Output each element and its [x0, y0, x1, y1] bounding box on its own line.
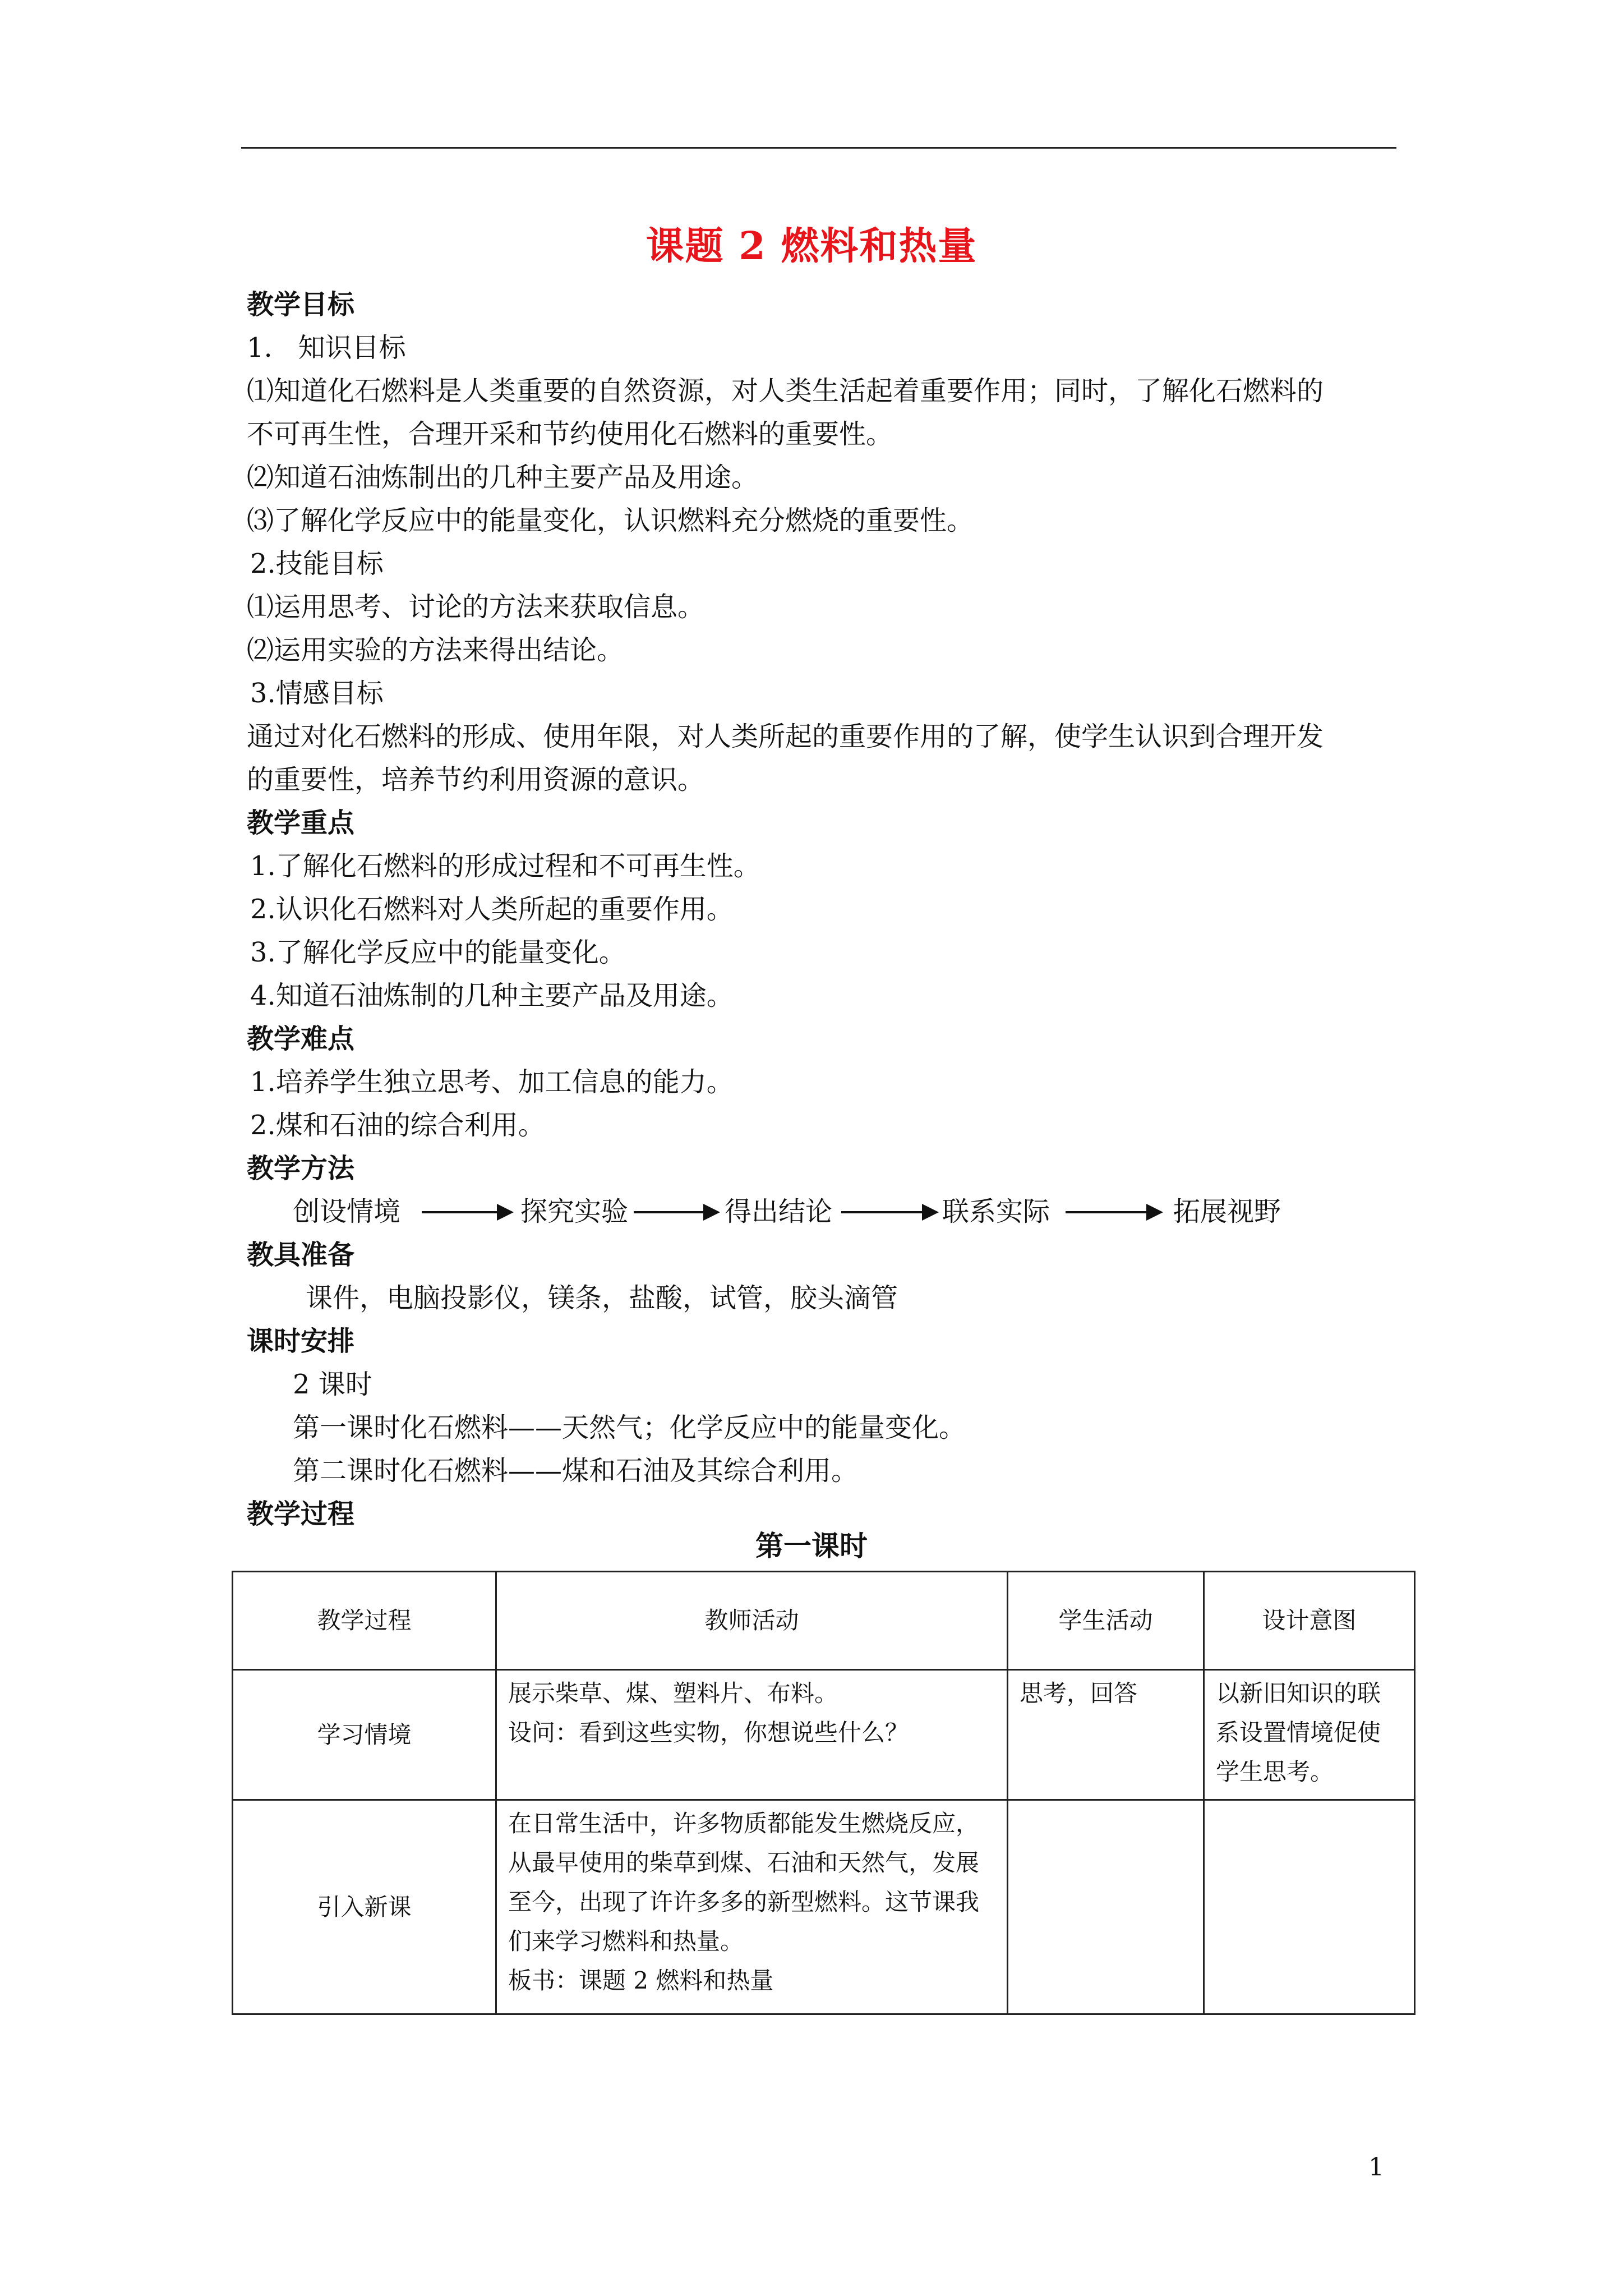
- process-heading: 教学过程: [247, 1498, 355, 1530]
- method-step: 得出结论: [725, 1196, 833, 1227]
- document-title: 课题 2 燃料和热量: [645, 224, 978, 269]
- design-intent-cell: [1204, 1800, 1415, 2014]
- difficulty-item: 2.煤和石油的综合利用。: [250, 1110, 545, 1141]
- method-step: 创设情境: [293, 1196, 401, 1227]
- teacher-activity-line: 设问：看到这些实物，你想说些什么？: [508, 1719, 909, 1746]
- skill-item: ⑵运用实验的方法来得出结论。: [247, 634, 624, 666]
- objectives-heading: 教学目标: [247, 289, 355, 320]
- method-heading: 教学方法: [247, 1153, 355, 1184]
- key-point-item: 2.认识化石燃料对人类所起的重要作用。: [250, 894, 734, 925]
- emotion-item: 的重要性，培养节约利用资源的意识。: [247, 764, 705, 795]
- arrow-right-icon: [1066, 1211, 1161, 1213]
- knowledge-heading: 1. 知识目标: [247, 332, 406, 364]
- knowledge-item: ⑵知道石油炼制出的几种主要产品及用途。: [247, 462, 759, 493]
- table-header: 学生活动: [1008, 1572, 1204, 1670]
- arrow-right-icon: [841, 1211, 937, 1213]
- stage-cell: 引入新课: [233, 1800, 496, 2014]
- knowledge-item: ⑶了解化学反应中的能量变化，认识燃料充分燃烧的重要性。: [247, 505, 974, 536]
- tools-heading: 教具准备: [247, 1239, 355, 1271]
- knowledge-item: ⑴知道化石燃料是人类重要的自然资源，对人类生活起着重要作用；同时，了解化石燃料的: [247, 375, 1324, 407]
- schedule-item: 2 课时: [293, 1369, 372, 1400]
- schedule-item: 第二课时化石燃料——煤和石油及其综合利用。: [293, 1455, 859, 1487]
- knowledge-item: 不可再生性，合理开采和节约使用化石燃料的重要性。: [247, 418, 893, 450]
- teacher-activity-line: 板书：课题 2 燃料和热量: [508, 1967, 774, 1994]
- tools-text: 课件，电脑投影仪，镁条，盐酸，试管，胶头滴管: [306, 1282, 898, 1314]
- method-step: 探究实验: [520, 1196, 629, 1227]
- key-point-item: 4.知道石油炼制的几种主要产品及用途。: [250, 980, 734, 1011]
- lesson-title: 第一课时: [755, 1529, 868, 1562]
- student-activity-cell: [1008, 1800, 1204, 2014]
- emotion-heading: 3.情感目标: [250, 678, 384, 709]
- difficulty-item: 1.培养学生独立思考、加工信息的能力。: [250, 1066, 734, 1098]
- teacher-activity-cell: [496, 1670, 1008, 1800]
- design-intent-cell: 以新旧知识的联系设置情境促使学生思考。: [1204, 1670, 1415, 1800]
- schedule-item: 第一课时化石燃料——天然气；化学反应中的能量变化。: [293, 1412, 966, 1443]
- student-activity-cell: 思考，回答: [1008, 1670, 1204, 1800]
- emotion-item: 通过对化石燃料的形成、使用年限，对人类所起的重要作用的了解，使学生认识到合理开发: [247, 721, 1324, 752]
- teacher-activity-line: 展示柴草、煤、塑料片、布料。: [508, 1680, 838, 1707]
- table-header-row: [233, 1572, 1415, 1670]
- process-table: [232, 1571, 1415, 2015]
- arrow-right-icon: [634, 1211, 718, 1213]
- key-point-item: 3.了解化学反应中的能量变化。: [250, 937, 626, 968]
- stage-cell: 学习情境: [233, 1670, 496, 1800]
- teacher-activity-cell: [496, 1800, 1008, 2014]
- page-number: 1: [1368, 2153, 1384, 2182]
- skill-item: ⑴运用思考、讨论的方法来获取信息。: [247, 591, 705, 623]
- method-flow: [247, 1190, 1402, 1234]
- arrow-right-icon: [422, 1211, 511, 1213]
- skill-heading: 2.技能目标: [250, 548, 384, 579]
- schedule-heading: 课时安排: [247, 1326, 355, 1357]
- document-body: [247, 283, 1402, 1536]
- table-header: 教师活动: [496, 1572, 1008, 1670]
- header-rule: [241, 147, 1396, 149]
- table-row: [233, 1800, 1415, 2014]
- method-step: 拓展视野: [1173, 1196, 1281, 1227]
- table-header: 教学过程: [233, 1572, 496, 1670]
- difficulties-heading: 教学难点: [247, 1023, 355, 1055]
- method-step: 联系实际: [942, 1196, 1050, 1227]
- key-points-heading: 教学重点: [247, 807, 355, 839]
- key-point-item: 1.了解化石燃料的形成过程和不可再生性。: [250, 850, 760, 882]
- table-header: 设计意图: [1204, 1572, 1415, 1670]
- table-row: [233, 1670, 1415, 1800]
- teacher-activity-line: 在日常生活中，许多物质都能发生燃烧反应，从最早使用的柴草到煤、石油和天然气，发展至今，出现了许许多多的新型燃料。这节课我们来学习燃料和热量。: [508, 1810, 980, 1955]
